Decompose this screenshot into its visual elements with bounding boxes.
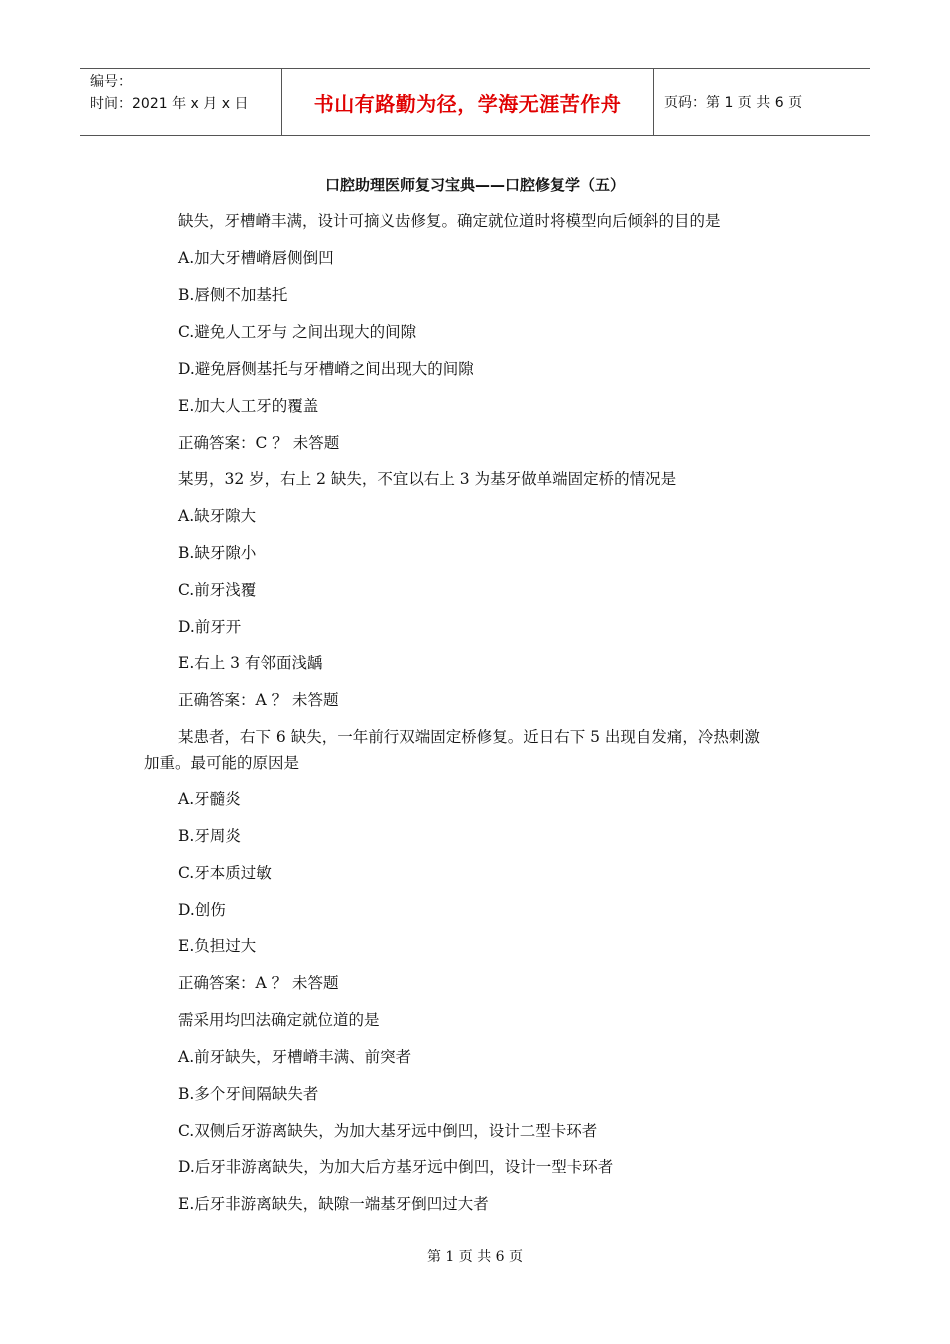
page-footer: 第 1 页 共 6 页 — [426, 1249, 524, 1265]
question-text: 缺失，牙槽嵴丰满，设计可摘义齿修复。确定就位道时将模型向后倾斜的目的是 — [178, 212, 721, 230]
option-e: E.加大人工牙的覆盖 — [178, 397, 319, 415]
correct-answer: 正确答案：A ？ 未答题 — [178, 691, 339, 709]
document-number-label: 编号： — [90, 74, 132, 90]
question-text: 需采用均凹法确定就位道的是 — [178, 1011, 380, 1029]
option-d: D.前牙开 — [178, 618, 242, 636]
header-motto-cell — [281, 69, 654, 135]
option-a: A.缺牙隙大 — [178, 507, 257, 525]
header-motto: 书山有路勤为径，学海无涯苦作舟 — [313, 91, 622, 116]
header-left-cell — [80, 69, 281, 135]
document-title: 口腔助理医师复习宝典——口腔修复学（五） — [324, 176, 625, 194]
document-time-label: 时间：2021 年 x 月 x 日 — [90, 96, 249, 112]
option-c: C.牙本质过敏 — [178, 864, 272, 882]
option-d: D.后牙非游离缺失，为加大后方基牙远中倒凹，设计一型卡环者 — [178, 1158, 614, 1176]
option-b: B.牙周炎 — [178, 827, 241, 845]
question-text-continued: 加重。最可能的原因是 — [144, 754, 300, 772]
option-e: E.右上 3 有邻面浅龋 — [178, 654, 323, 672]
option-a: A.前牙缺失，牙槽嵴丰满、前突者 — [178, 1048, 412, 1066]
option-c: C.前牙浅覆 — [178, 581, 257, 599]
option-e: E.后牙非游离缺失，缺隙一端基牙倒凹过大者 — [178, 1195, 489, 1213]
option-b: B.缺牙隙小 — [178, 544, 257, 562]
correct-answer: 正确答案：A ？ 未答题 — [178, 974, 339, 992]
option-b: B.唇侧不加基托 — [178, 286, 288, 304]
option-d: D.避免唇侧基托与牙槽嵴之间出现大的间隙 — [178, 360, 474, 378]
question-text: 某男，32 岁，右上 2 缺失，不宜以右上 3 为基牙做单端固定桥的情况是 — [178, 470, 677, 488]
option-e: E.负担过大 — [178, 937, 257, 955]
option-b: B.多个牙间隔缺失者 — [178, 1085, 319, 1103]
header-page-cell — [654, 69, 870, 135]
option-d: D.创伤 — [178, 901, 226, 919]
option-a: A.牙髓炎 — [178, 790, 241, 808]
option-c: C.双侧后牙游离缺失，为加大基牙远中倒凹，设计二型卡环者 — [178, 1122, 598, 1140]
option-a: A.加大牙槽嵴唇侧倒凹 — [178, 249, 334, 267]
header-table — [80, 68, 870, 136]
question-text: 某患者，右下 6 缺失，一年前行双端固定桥修复。近日右下 5 出现自发痛，冷热刺激 — [178, 728, 760, 746]
option-c: C.避免人工牙与 之间出现大的间隙 — [178, 323, 417, 341]
header-page-info: 页码：第 1 页 共 6 页 — [664, 95, 803, 111]
correct-answer: 正确答案：C ？ 未答题 — [178, 434, 340, 452]
